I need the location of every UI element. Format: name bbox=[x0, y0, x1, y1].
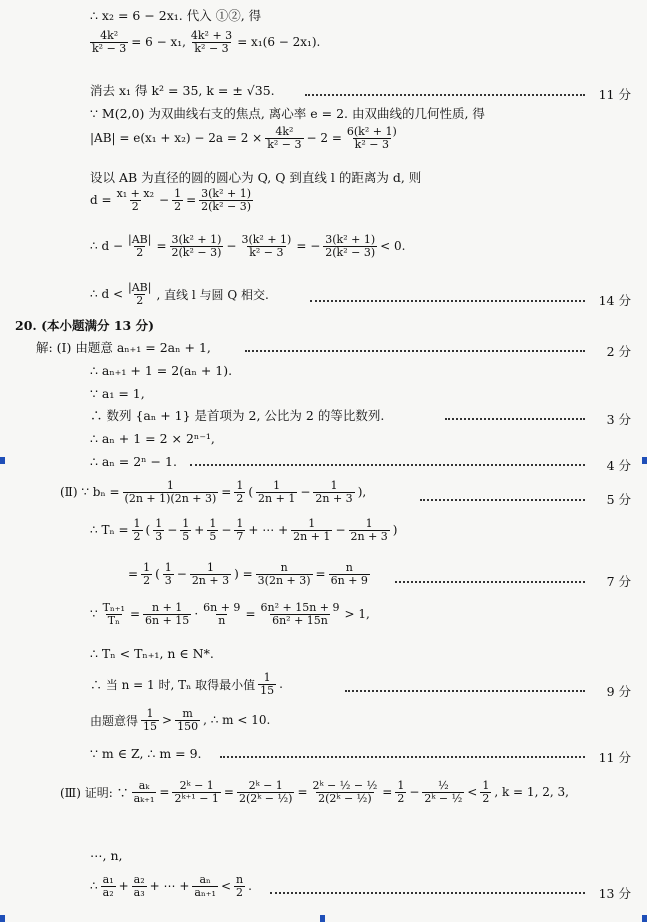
denominator: 2(2ᵏ − ½) bbox=[318, 791, 372, 805]
fraction bbox=[172, 780, 220, 804]
numerator: n bbox=[345, 561, 353, 574]
numerator: a₁ bbox=[102, 873, 114, 886]
fraction bbox=[313, 480, 354, 504]
fraction bbox=[101, 602, 127, 626]
text: > 1, bbox=[344, 607, 370, 622]
text: + ⋯ + bbox=[248, 523, 289, 538]
text-line: ∴ Tₙ < Tₙ₊₁, n ∈ N*. bbox=[90, 646, 214, 661]
fraction bbox=[172, 188, 183, 212]
text: − bbox=[221, 523, 232, 538]
text: = bbox=[382, 785, 393, 800]
text-line: ∵ m ∈ Z, ∴ m = 9. bbox=[90, 746, 202, 761]
text-line: ∴ x₂ = 6 − 2x₁. 代入 ①②, 得 bbox=[90, 8, 262, 23]
equation-line bbox=[90, 282, 269, 306]
fraction bbox=[153, 518, 164, 542]
denominator: 7 bbox=[236, 529, 244, 543]
denominator: 2 bbox=[143, 573, 151, 587]
fraction bbox=[239, 234, 293, 258]
numerator: 3(k² + 1) bbox=[201, 187, 251, 200]
text: d = bbox=[90, 193, 112, 208]
text-line: ∴ aₙ = 2ⁿ − 1. bbox=[90, 454, 177, 469]
text: . bbox=[248, 879, 252, 894]
fraction bbox=[349, 518, 390, 542]
fraction bbox=[199, 188, 253, 212]
text: = 6 − x₁, bbox=[131, 35, 186, 50]
text: ) = bbox=[234, 567, 253, 582]
fraction bbox=[237, 780, 294, 804]
denominator: 3 bbox=[155, 529, 163, 543]
denominator: 2n + 3 bbox=[350, 529, 388, 543]
denominator: 2ᵏ − ½ bbox=[424, 791, 463, 805]
text: − bbox=[335, 523, 346, 538]
fraction bbox=[207, 518, 218, 542]
denominator: 2(k² − 3) bbox=[325, 245, 376, 259]
text: ∵ bbox=[90, 607, 98, 622]
denominator: 2 bbox=[482, 791, 490, 805]
fraction bbox=[422, 780, 464, 804]
text: · bbox=[194, 607, 199, 622]
equation-line bbox=[90, 518, 397, 542]
fraction bbox=[132, 874, 147, 898]
text: = bbox=[128, 567, 139, 582]
fraction bbox=[163, 562, 174, 586]
text: = bbox=[221, 485, 232, 500]
equation-line bbox=[90, 708, 270, 732]
denominator: 2n + 1 bbox=[258, 491, 296, 505]
text: = bbox=[186, 193, 197, 208]
fraction bbox=[259, 602, 342, 626]
text: + bbox=[194, 523, 205, 538]
text-line: 解: (Ⅰ) 由题意 aₙ₊₁ = 2aₙ + 1, bbox=[36, 340, 211, 355]
denominator: 2 bbox=[397, 791, 405, 805]
denominator: 2(2ᵏ − ½) bbox=[238, 791, 293, 805]
fraction bbox=[311, 780, 380, 804]
denominator: k² − 3 bbox=[249, 245, 284, 259]
text-line: 设以 AB 为直径的圆的圆心为 Q, Q 到直线 l 的距离为 d, 则 bbox=[90, 170, 422, 185]
text-line: ∵ M(2,0) 为双曲线右支的焦点, 离心率 e = 2. 由双曲线的几何性质, 得 bbox=[90, 106, 485, 121]
page-marker-bottom-right bbox=[642, 915, 647, 922]
numerator: 1 bbox=[166, 479, 174, 492]
denominator: 2n + 3 bbox=[315, 491, 353, 505]
numerator: 1 bbox=[365, 517, 373, 530]
denominator: (2n + 1)(2n + 3) bbox=[124, 491, 217, 505]
question-heading: 20. (本小题满分 13 分) bbox=[15, 318, 155, 333]
numerator: 3(k² + 1) bbox=[171, 233, 222, 246]
numerator: 1 bbox=[236, 479, 244, 492]
numerator: 6(k² + 1) bbox=[346, 125, 397, 138]
numerator: 4k² bbox=[100, 29, 119, 42]
text: ), bbox=[357, 485, 367, 500]
fraction bbox=[345, 126, 399, 150]
leader-dots bbox=[345, 690, 585, 692]
numerator: 2ᵏ − ½ − ½ bbox=[312, 779, 378, 792]
text: ∴ bbox=[90, 879, 98, 894]
numerator: 4k² bbox=[275, 125, 294, 138]
denominator: 3 bbox=[164, 573, 172, 587]
fraction bbox=[192, 874, 218, 898]
fraction bbox=[101, 874, 116, 898]
fraction bbox=[90, 30, 128, 54]
fraction bbox=[141, 708, 159, 732]
denominator: k² − 3 bbox=[267, 137, 302, 151]
score-label: 14 分 bbox=[598, 293, 631, 308]
fraction bbox=[234, 518, 245, 542]
text: > bbox=[162, 713, 173, 728]
fraction bbox=[132, 518, 143, 542]
text: ∴ Tₙ = bbox=[90, 523, 129, 538]
denominator: a₂ bbox=[102, 885, 114, 899]
numerator: Tₙ₊₁ bbox=[102, 601, 125, 614]
equation-line bbox=[60, 480, 366, 504]
numerator: 6n + 9 bbox=[203, 601, 241, 614]
text: = bbox=[223, 785, 234, 800]
score-label: 11 分 bbox=[598, 750, 631, 765]
text: ( bbox=[155, 567, 160, 582]
text: − bbox=[167, 523, 178, 538]
numerator: 4k² + 3 bbox=[190, 29, 233, 42]
equation-line bbox=[90, 30, 320, 54]
numerator: n bbox=[280, 561, 288, 574]
fraction bbox=[170, 234, 224, 258]
numerator: 1 bbox=[164, 561, 172, 574]
fraction bbox=[480, 780, 491, 804]
text: = bbox=[156, 239, 167, 254]
denominator: k² − 3 bbox=[194, 41, 229, 55]
numerator: aₙ bbox=[199, 873, 211, 886]
denominator: a₃ bbox=[133, 885, 145, 899]
equation-line bbox=[60, 780, 569, 804]
score-label: 7 分 bbox=[606, 574, 631, 589]
denominator: n bbox=[218, 613, 226, 627]
denominator: 2 bbox=[131, 199, 139, 213]
denominator: 150 bbox=[177, 719, 199, 733]
numerator: 6n² + 15n + 9 bbox=[260, 601, 340, 614]
text: = bbox=[297, 785, 308, 800]
denominator: 6n² + 15n bbox=[272, 613, 328, 627]
leader-dots bbox=[245, 350, 585, 352]
fraction bbox=[123, 480, 219, 504]
score-label: 4 分 bbox=[606, 458, 631, 473]
numerator: 1 bbox=[482, 779, 490, 792]
denominator: 2n + 3 bbox=[191, 573, 230, 587]
equation-line bbox=[90, 126, 399, 150]
leader-dots bbox=[310, 300, 585, 302]
denominator: 2(k² − 3) bbox=[201, 199, 251, 213]
denominator: 5 bbox=[209, 529, 217, 543]
text: (Ⅲ) 证明: ∵ bbox=[60, 785, 129, 800]
fraction bbox=[126, 234, 153, 258]
fraction bbox=[291, 518, 332, 542]
fraction bbox=[141, 562, 152, 586]
score-label: 11 分 bbox=[598, 87, 631, 102]
numerator: 1 bbox=[236, 517, 244, 530]
denominator: 3(2n + 3) bbox=[257, 573, 311, 587]
equation-line bbox=[90, 874, 252, 898]
denominator: 2 bbox=[174, 199, 182, 213]
numerator: 1 bbox=[174, 187, 182, 200]
denominator: 2(k² − 3) bbox=[171, 245, 222, 259]
denominator: Tₙ bbox=[107, 613, 120, 627]
page-marker-left bbox=[0, 457, 5, 464]
text: − bbox=[159, 193, 170, 208]
page-marker-bottom-left bbox=[0, 915, 5, 922]
fraction bbox=[175, 708, 200, 732]
page-marker-bottom-center bbox=[320, 915, 325, 922]
numerator: |AB| bbox=[128, 233, 152, 246]
text: − bbox=[176, 567, 187, 582]
fraction bbox=[323, 234, 377, 258]
numerator: aₖ bbox=[138, 779, 150, 792]
numerator: n bbox=[236, 873, 244, 886]
denominator: 2n + 1 bbox=[293, 529, 331, 543]
fraction bbox=[258, 672, 276, 696]
leader-dots bbox=[220, 756, 585, 758]
text: − bbox=[409, 785, 420, 800]
equation-line bbox=[90, 672, 283, 696]
text: = bbox=[159, 785, 170, 800]
fraction bbox=[201, 602, 242, 626]
numerator: |AB| bbox=[128, 281, 152, 294]
text: ) bbox=[392, 523, 398, 538]
text: ( bbox=[145, 523, 151, 538]
fraction bbox=[256, 480, 297, 504]
numerator: 1 bbox=[308, 517, 316, 530]
text: = bbox=[129, 607, 141, 622]
text: − bbox=[300, 485, 311, 500]
numerator: 1 bbox=[330, 479, 338, 492]
numerator: 1 bbox=[273, 479, 281, 492]
denominator: 15 bbox=[143, 719, 158, 733]
score-label: 5 分 bbox=[606, 492, 631, 507]
numerator: 1 bbox=[206, 561, 214, 574]
fraction bbox=[180, 518, 191, 542]
numerator: 1 bbox=[143, 561, 151, 574]
text: − 2 = bbox=[306, 131, 342, 146]
text: ∴ 当 n = 1 时, Tₙ 取得最小值 bbox=[90, 677, 256, 692]
numerator: 1 bbox=[263, 671, 271, 684]
text-line: ∵ a₁ = 1, bbox=[90, 386, 145, 401]
leader-dots bbox=[305, 94, 585, 96]
numerator: 3(k² + 1) bbox=[325, 233, 376, 246]
score-label: 9 分 bbox=[606, 684, 631, 699]
text-line: 消去 x₁ 得 k² = 35, k = ± √35. bbox=[90, 83, 275, 98]
numerator: x₁ + x₂ bbox=[116, 187, 154, 200]
text: + ⋯ + bbox=[149, 879, 190, 894]
denominator: aₙ₊₁ bbox=[194, 885, 216, 899]
fraction bbox=[115, 188, 156, 212]
text-line: ∴ 数列 {aₙ + 1} 是首项为 2, 公比为 2 的等比数列. bbox=[90, 408, 385, 423]
numerator: 2ᵏ − 1 bbox=[179, 779, 214, 792]
fraction bbox=[189, 30, 234, 54]
fraction bbox=[256, 562, 313, 586]
text: = − bbox=[296, 239, 321, 254]
text: , k = 1, 2, 3, bbox=[494, 785, 569, 800]
numerator: 1 bbox=[155, 517, 163, 530]
text: , ∴ m < 10. bbox=[203, 713, 271, 728]
fraction bbox=[190, 562, 231, 586]
score-label: 13 分 bbox=[598, 886, 631, 901]
text: |AB| = e(x₁ + x₂) − 2a = 2 × bbox=[90, 131, 263, 146]
text: ( bbox=[248, 485, 254, 500]
denominator: 15 bbox=[260, 683, 275, 697]
fraction bbox=[234, 480, 245, 504]
denominator: 2ᵏ⁺¹ − 1 bbox=[174, 791, 219, 805]
numerator: 1 bbox=[182, 517, 190, 530]
numerator: 1 bbox=[397, 779, 405, 792]
numerator: 1 bbox=[209, 517, 217, 530]
leader-dots bbox=[445, 418, 585, 420]
text: < 0. bbox=[380, 239, 406, 254]
denominator: 6n + 9 bbox=[330, 573, 368, 587]
text: < bbox=[220, 879, 231, 894]
text: 由题意得 bbox=[90, 713, 139, 728]
numerator: a₂ bbox=[133, 873, 145, 886]
denominator: aₖ₊₁ bbox=[133, 791, 155, 805]
equation-line bbox=[90, 602, 370, 626]
text: = x₁(6 − 2x₁). bbox=[237, 35, 321, 50]
denominator: k² − 3 bbox=[354, 137, 389, 151]
score-label: 2 分 bbox=[606, 344, 631, 359]
fraction bbox=[132, 780, 157, 804]
denominator: 6n + 15 bbox=[145, 613, 190, 627]
equation-line bbox=[90, 188, 253, 212]
numerator: 2ᵏ − 1 bbox=[248, 779, 283, 792]
score-label: 3 分 bbox=[606, 412, 631, 427]
numerator: 1 bbox=[133, 517, 141, 530]
text-line: ∴ aₙ + 1 = 2 × 2ⁿ⁻¹, bbox=[90, 431, 215, 446]
denominator: 2 bbox=[133, 529, 141, 543]
leader-dots bbox=[190, 464, 585, 466]
denominator: 2 bbox=[136, 293, 144, 307]
text: , 直线 l 与圆 Q 相交. bbox=[156, 287, 269, 302]
text-line: ∴ aₙ₊₁ + 1 = 2(aₙ + 1). bbox=[90, 363, 233, 378]
numerator: n + 1 bbox=[152, 601, 183, 614]
fraction bbox=[265, 126, 303, 150]
denominator: 2 bbox=[236, 491, 244, 505]
text: ∴ d < bbox=[90, 287, 123, 302]
numerator: ½ bbox=[438, 779, 449, 792]
text: < bbox=[467, 785, 478, 800]
equation-line bbox=[90, 234, 405, 258]
denominator: 2 bbox=[236, 885, 244, 899]
text: = bbox=[315, 567, 326, 582]
denominator: 2 bbox=[136, 245, 144, 259]
text: − bbox=[226, 239, 237, 254]
leader-dots bbox=[395, 581, 585, 583]
numerator: 1 bbox=[146, 707, 154, 720]
page-marker-right bbox=[642, 457, 647, 464]
text: ∴ d − bbox=[90, 239, 123, 254]
fraction bbox=[143, 602, 191, 626]
text: = bbox=[245, 607, 256, 622]
fraction bbox=[234, 874, 245, 898]
fraction bbox=[395, 780, 406, 804]
numerator: m bbox=[182, 707, 193, 720]
leader-dots bbox=[270, 892, 585, 894]
denominator: 5 bbox=[182, 529, 190, 543]
numerator: 3(k² + 1) bbox=[241, 233, 292, 246]
fraction bbox=[126, 282, 153, 306]
text: . bbox=[279, 677, 283, 692]
equation-line bbox=[128, 562, 370, 586]
text: + bbox=[118, 879, 129, 894]
text: (Ⅱ) ∵ bₙ = bbox=[60, 485, 120, 500]
text-line: ⋯, n, bbox=[90, 848, 123, 863]
fraction bbox=[329, 562, 370, 586]
denominator: k² − 3 bbox=[92, 41, 127, 55]
leader-dots bbox=[420, 499, 585, 501]
